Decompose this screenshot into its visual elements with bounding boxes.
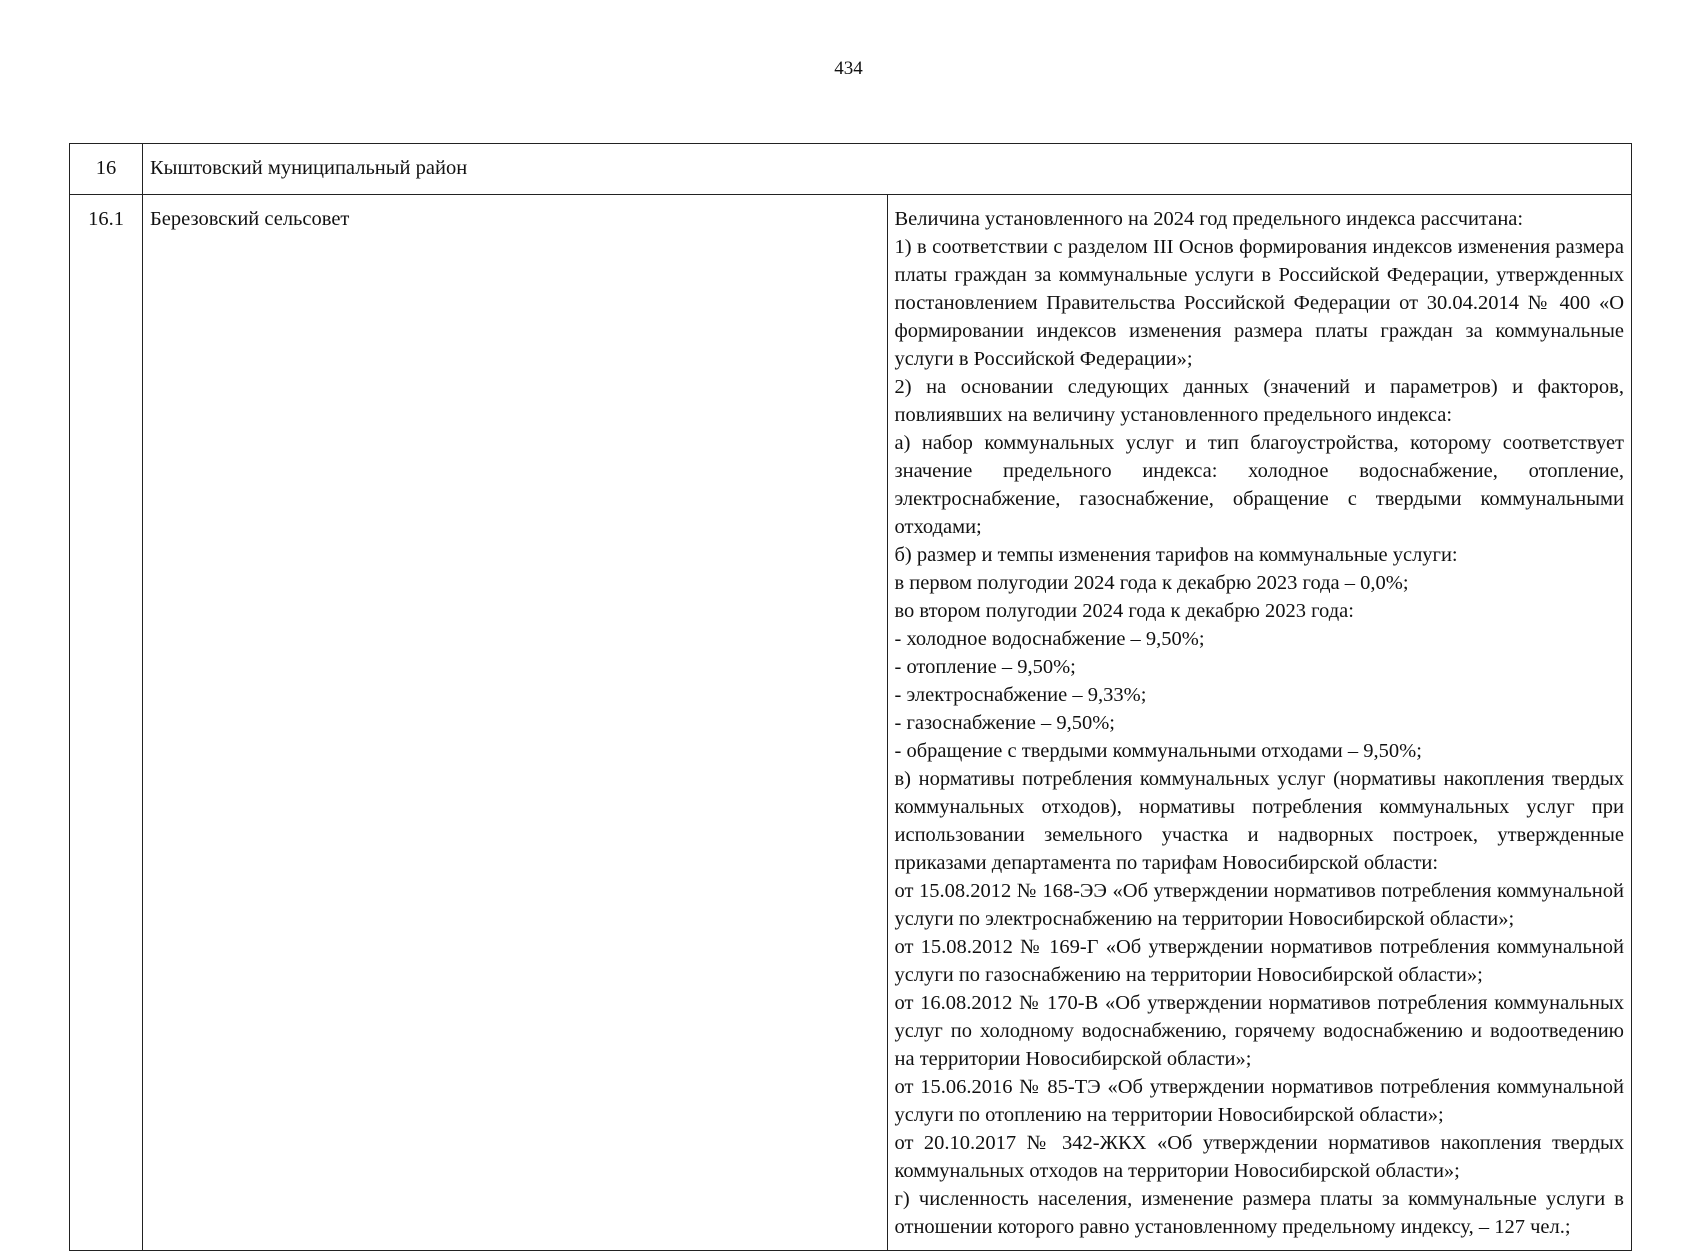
district-row	[70, 144, 1632, 195]
description-paragraph: г) численность населения, изменение размера платы за коммунальные услуги в отношении которого равно установленному предельному индексу, – 127 чел.;	[894, 1188, 1624, 1238]
description-paragraph: от 15.08.2012 № 169-Г «Об утверждении нормативов потребления коммунальной услуги по газоснабжению на территории Новосибирской области»;	[894, 936, 1624, 986]
description-paragraph: от 15.08.2012 № 168-ЭЭ «Об утверждении нормативов потребления коммунальной услуги по электроснабжению на территории Новосибирской области»;	[894, 880, 1624, 930]
description-paragraph: - холодное водоснабжение – 9,50%;	[894, 628, 1205, 650]
description-paragraph: в первом полугодии 2024 года к декабрю 2023 года – 0,0%;	[894, 572, 1409, 594]
description-paragraph: - отопление – 9,50%;	[894, 656, 1076, 678]
index-table	[69, 143, 1632, 1251]
description-paragraph: в) нормативы потребления коммунальных услуг (нормативы накопления твердых коммунальных отходов), нормативы потребления коммунальных услуг при использовании земельного участка и надворных построек, утвержденные приказами департамента по тарифам Новосибирской области:	[894, 768, 1624, 874]
entry-name: Березовский сельсовет	[143, 195, 888, 1251]
description-paragraph: Величина установленного на 2024 год предельного индекса рассчитана:	[894, 208, 1524, 230]
description-paragraph: от 16.08.2012 № 170-В «Об утверждении нормативов потребления коммунальных услуг по холодному водоснабжению, горячему водоснабжению и водоотведению на территории Новосибирской области»;	[894, 992, 1624, 1070]
description-paragraph: б) размер и темпы изменения тарифов на коммунальные услуги:	[894, 544, 1458, 566]
description-paragraph: от 15.06.2016 № 85-ТЭ «Об утверждении нормативов потребления коммунальной услуги по отоплению на территории Новосибирской области»;	[894, 1076, 1624, 1126]
description-paragraph: а) набор коммунальных услуг и тип благоустройства, которому соответствует значение предельного индекса: холодное водоснабжение, отопление, электроснабжение, газоснабжение, обращение с твердыми коммунальными отходами;	[894, 432, 1624, 538]
description-paragraph: - электроснабжение – 9,33%;	[894, 684, 1147, 706]
description-paragraph: - обращение с твердыми коммунальными отходами – 9,50%;	[894, 740, 1422, 762]
description-paragraph: 1) в соответствии с разделом III Основ формирования индексов изменения размера платы граждан за коммунальные услуги в Российской Федерации, утвержденных постановлением Правительства Российской Федерации от 30.04.2014 № 400 «О формировании индексов изменения размера платы граждан за коммунальные услуги в Российской Федерации»;	[894, 236, 1624, 370]
entry-number: 16.1	[70, 195, 143, 1251]
entry-description	[887, 195, 1632, 1251]
page-number: 434	[834, 58, 863, 79]
description-paragraph: 2) на основании следующих данных (значений и параметров) и факторов, повлиявших на величину установленного предельного индекса:	[894, 376, 1624, 426]
entry-row	[70, 195, 1632, 1251]
description-paragraph: от 20.10.2017 № 342-ЖКХ «Об утверждении нормативов накопления твердых коммунальных отходов на территории Новосибирской области»;	[894, 1132, 1624, 1182]
district-name: Кыштовский муниципальный район	[143, 144, 1632, 195]
description-paragraph: - газоснабжение – 9,50%;	[894, 712, 1115, 734]
district-number: 16	[70, 144, 143, 195]
description-paragraph: во втором полугодии 2024 года к декабрю 2023 года:	[894, 600, 1354, 622]
